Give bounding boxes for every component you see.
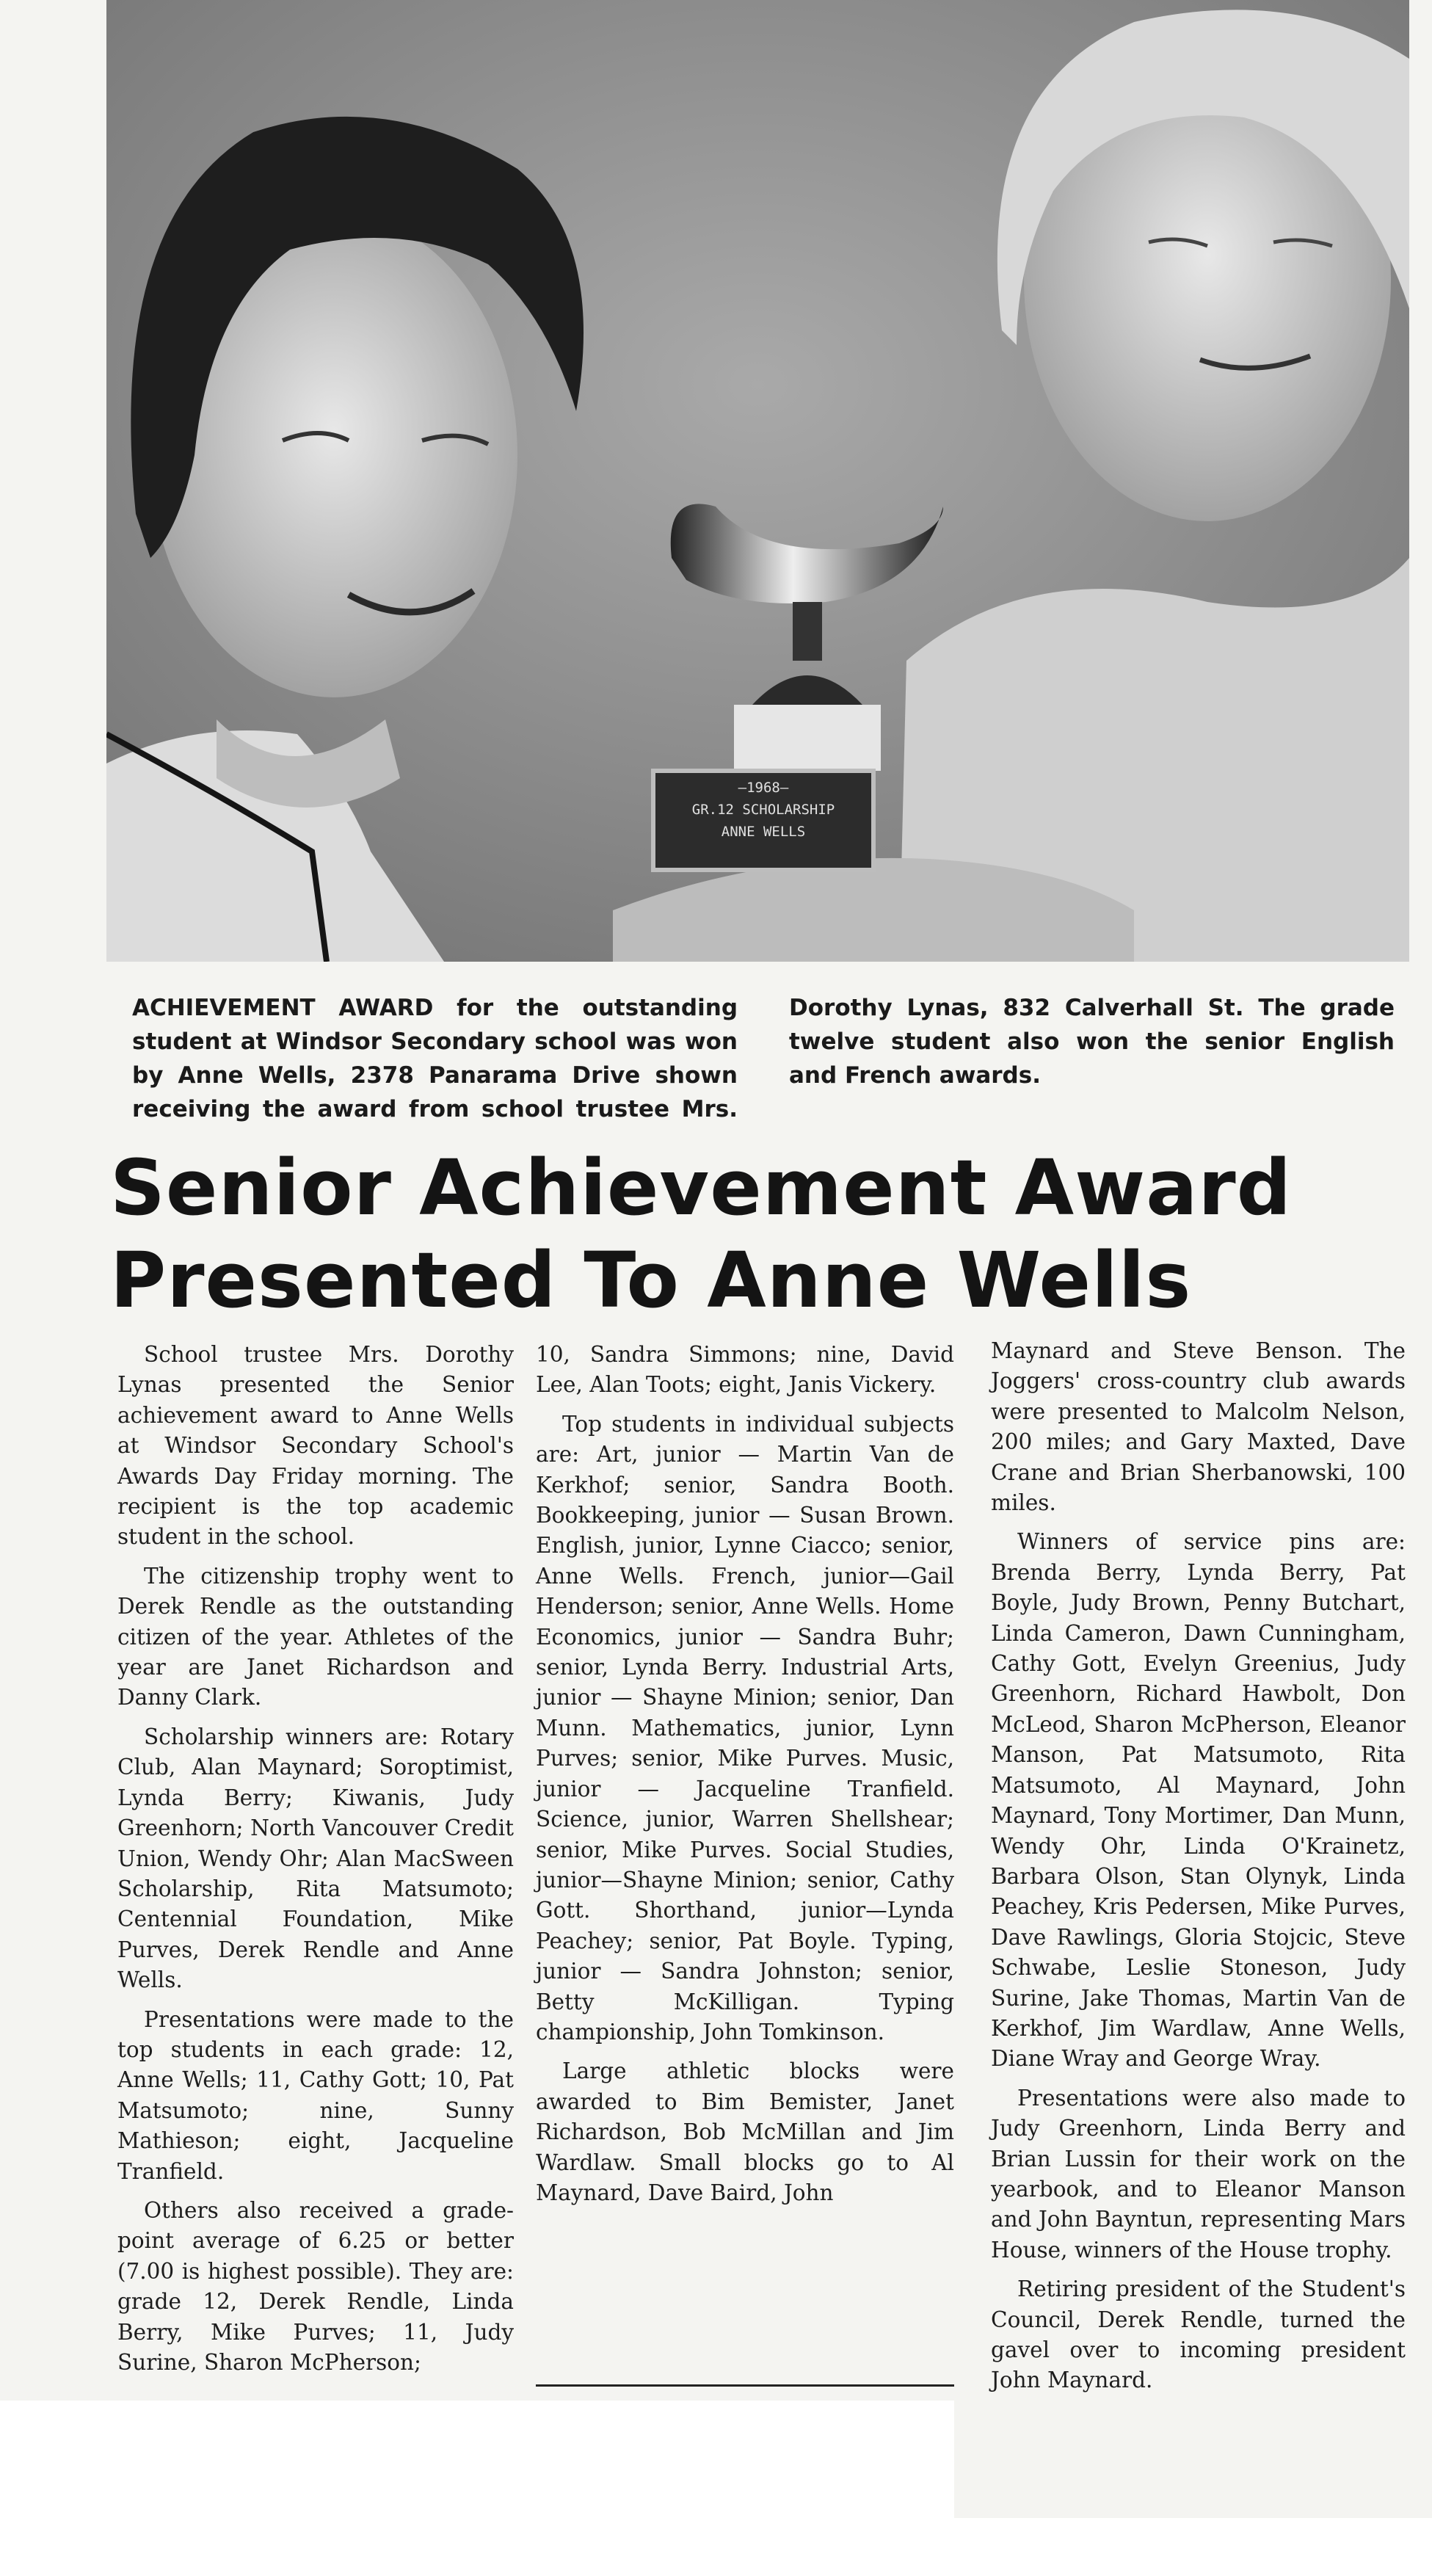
page-background <box>954 2518 1432 2576</box>
article-column-3 <box>991 1336 1406 2405</box>
article-paragraph: Scholarship winners are: Rotary Club, Alan Maynard; Soroptimist, Lynda Berry; Kiwanis, Judy Greenhorn; North Vancouver Credit Union, Wendy Ohr; Alan MacSween Scholarship, Rita Matsumoto; Centennial Foundation, Mike Purves, Derek Rendle and Anne Wells. <box>117 1724 514 1993</box>
column-rule <box>536 2384 954 2387</box>
article-paragraph: The citizenship trophy went to Derek Rendle as the outstanding citizen of the year. Athletes of the year are Janet Richardson and Danny Clark. <box>117 1563 514 1710</box>
article-paragraph: School trustee Mrs. Dorothy Lynas presented the Senior achievement award to Anne Wells at Windsor Secondary School's Awards Day Friday morning. The recipient is the top academic student in the school. <box>117 1342 514 1550</box>
article-paragraph: Maynard and Steve Benson. The Joggers' cross-country club awards were presented to Malcolm Nelson, 200 miles; and Gary Maxted, Dave Crane and Brian Sherbanowski, 100 miles. <box>991 1338 1406 1516</box>
caption-text: for the outstanding student at Windsor Secondary school was won by Anne Wells, 2378 Panarama Drive shown receiving the award from school trustee Mrs. Dorothy Lynas, 832 Calverhall St. The grade twelve student also won the senior English and French awards. <box>132 995 1395 1122</box>
article-paragraph: Winners of service pins are: Brenda Berry, Lynda Berry, Pat Boyle, Judy Brown, Penny Butchart, Linda Cameron, Dawn Cunningham, Cathy Gott, Evelyn Greenius, Judy Greenhorn, Richard Hawbolt, Don McLeod, Sharon McPherson, Eleanor Manson, Pat Matsumoto, Rita Matsumoto, Al Maynard, John Maynard, Tony Mortimer, Dan Munn, Wendy Ohr, Linda O'Krainetz, Barbara Olson, Stan Olynyk, Linda Peachey, Kris Pedersen, Mike Purves, Dave Rawlings, Gloria Stojcic, Steve Schwabe, Leslie Stoneson, Judy Surine, Jake Thomas, Martin Van de Kerkhof, Jim Wardlaw, Anne Wells, Diane Wray and George Wray. <box>991 1529 1406 2072</box>
plaque-year: —1968— <box>738 780 789 796</box>
headline <box>110 1142 1387 1327</box>
photo-caption <box>132 991 1395 1138</box>
article-paragraph: Top students in individual subjects are: Art, junior — Martin Van de Kerkhof; senior, Sandra Booth. Bookkeeping, junior — Susan Brown. English, junior, Lynne Ciacco; senior, Anne Wells. French, junior—Gail Henderson; senior, Anne Wells. Home Economics, junior — Sandra Buhr; senior, Lynda Berry. Industrial Arts, junior — Shayne Minion; senior, Dan Munn. Mathematics, junior, Lynn Purves; senior, Mike Purves. Music, junior — Jacqueline Tranfield. Science, junior, Warren Shellshear; senior, Mike Purves. Social Studies, junior—Shayne Minion; senior, Cathy Gott. Shorthand, junior—Lynda Peachey; senior, Pat Boyle. Typing, junior — Sandra Johnston; senior, Betty McKilligan. Typing championship, John Tomkinson. <box>536 1411 954 2045</box>
plaque-name: ANNE WELLS <box>721 824 806 840</box>
article-paragraph: 10, Sandra Simmons; nine, David Lee, Alan Toots; eight, Janis Vickery. <box>536 1342 954 1398</box>
article-paragraph: Large athletic blocks were awarded to Bim Bemister, Janet Richardson, Bob McMillan and Jim Wardlaw. Small blocks go to Al Maynard, Dave Baird, John <box>536 2058 954 2205</box>
news-photo <box>106 0 1409 962</box>
trophy-plaque <box>657 777 870 843</box>
article-paragraph: Presentations were also made to Judy Greenhorn, Linda Berry and Brian Lussin for their work on the yearbook, and to Eleanor Manson and John Bayntun, representing Mars House, winners of the House trophy. <box>991 2085 1406 2263</box>
article-column-1 <box>117 1340 514 2387</box>
article-paragraph: Retiring president of the Student's Council, Derek Rendle, turned the gavel over to incoming president John Maynard. <box>991 2276 1406 2393</box>
article-paragraph: Others also received a grade-point average of 6.25 or better (7.00 is highest possible). They are: grade 12, Derek Rendle, Linda Berry, Mike Purves; 11, Judy Surine, Sharon McPherson; <box>117 2197 514 2375</box>
headline-line-1: Senior Achievement Award <box>110 1143 1293 1233</box>
article-paragraph: Presentations were made to the top students in each grade: 12, Anne Wells; 11, Cathy Gott; 10, Pat Matsumoto; nine, Sunny Mathieson; eight, Jacqueline Tranfield. <box>117 2006 514 2184</box>
plaque-title: GR.12 SCHOLARSHIP <box>691 802 835 818</box>
caption-lead: ACHIEVEMENT AWARD <box>132 995 434 1021</box>
article-column-2 <box>536 1340 954 2217</box>
page-background <box>0 2401 954 2576</box>
headline-line-2: Presented To Anne Wells <box>110 1236 1192 1325</box>
